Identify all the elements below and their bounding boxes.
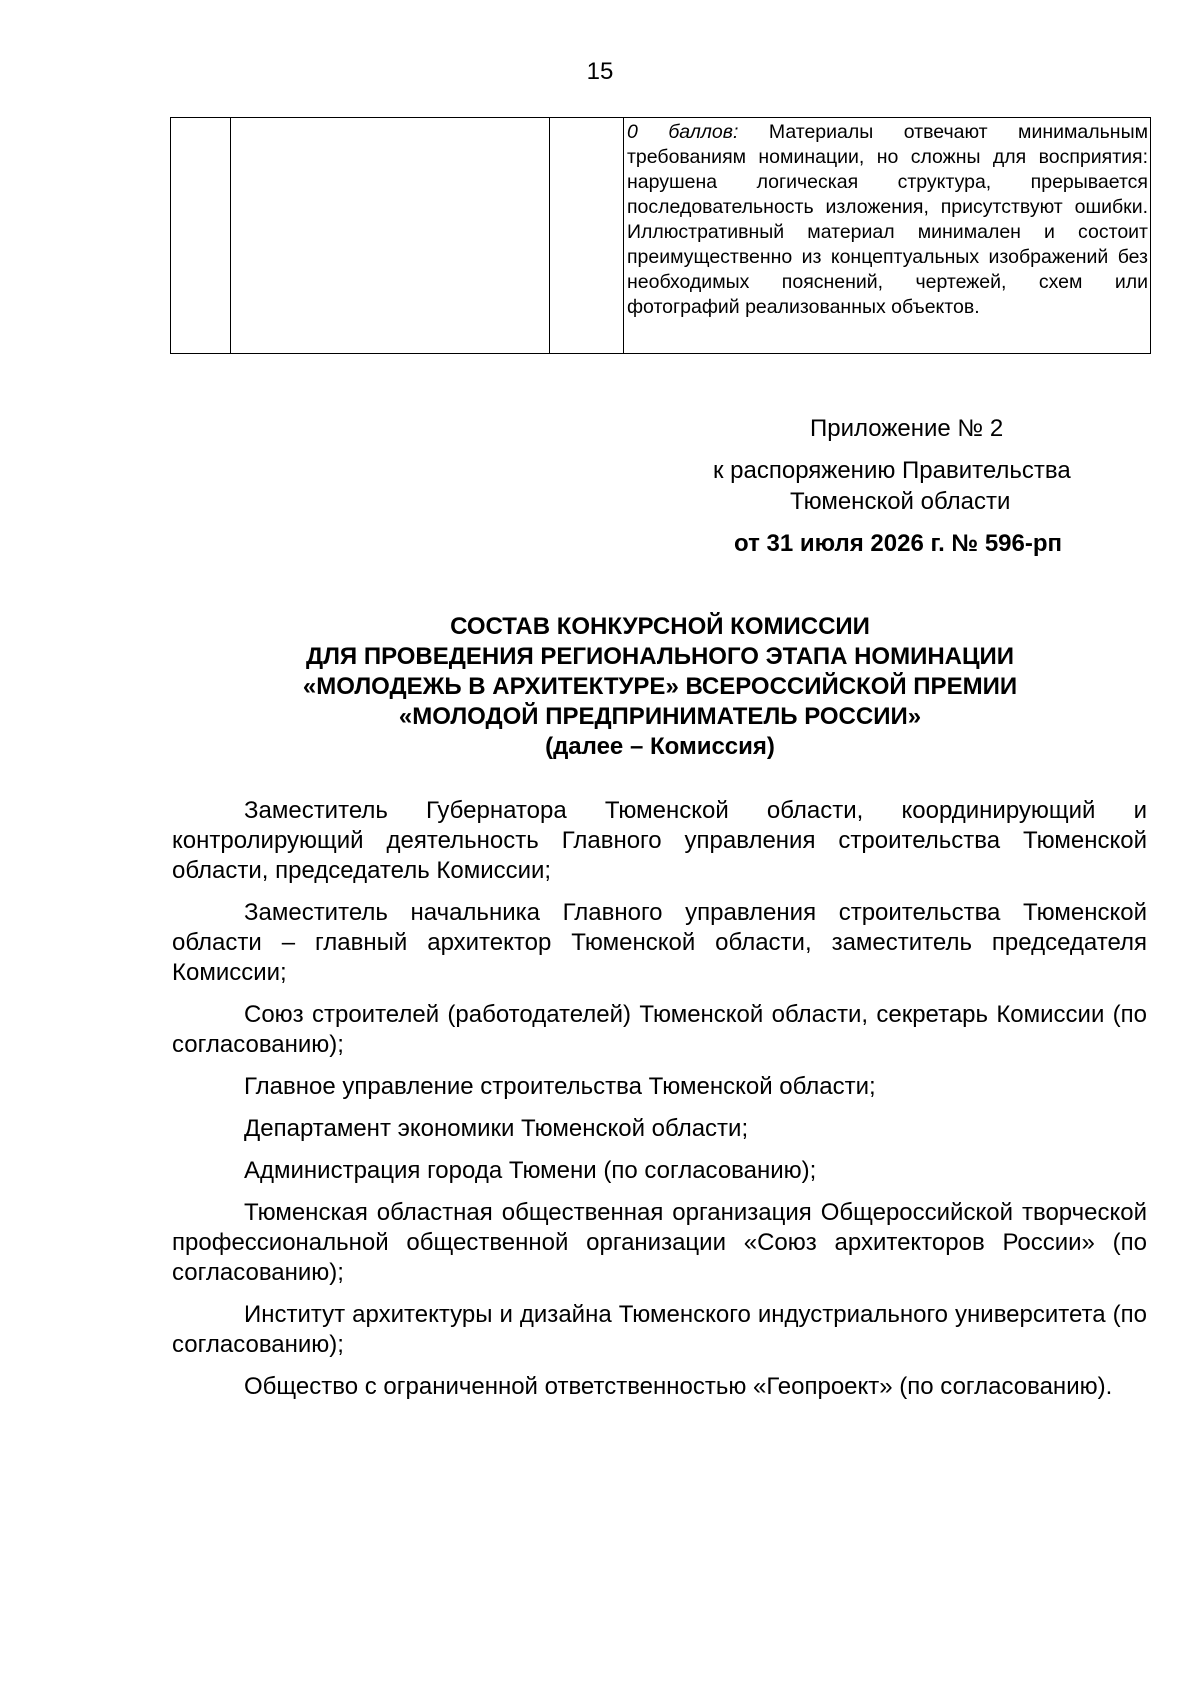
commission-members-list bbox=[172, 796, 1147, 1414]
heading-line: «МОЛОДОЙ ПРЕДПРИНИМАТЕЛЬ РОССИИ» bbox=[398, 703, 922, 730]
list-item: Главное управление строительства Тюменской области; bbox=[244, 1073, 876, 1100]
list-item: Администрация города Тюмени (по согласованию); bbox=[244, 1157, 817, 1184]
document-heading bbox=[170, 612, 1150, 762]
list-item: Институт архитектуры и дизайна Тюменского индустриального университета (по согласованию); bbox=[172, 1301, 1147, 1358]
criteria-table bbox=[170, 117, 1151, 354]
table-cell-number bbox=[171, 118, 231, 354]
appendix-to-order: к распоряжению Правительства bbox=[713, 457, 1071, 484]
list-item: Общество с ограниченной ответственностью «Геопроект» (по согласованию). bbox=[244, 1373, 1113, 1400]
heading-line: СОСТАВ КОНКУРСНОЙ КОМИССИИ bbox=[450, 613, 870, 640]
list-item: Заместитель Губернатора Тюменской области, координирующий и контролирующий деятельность Главного управления строительства Тюменской области, председатель Комиссии; bbox=[172, 797, 1147, 884]
table-cell-score bbox=[550, 118, 624, 354]
table-cell-description bbox=[624, 118, 1151, 354]
appendix-organization: Тюменской области bbox=[790, 488, 1011, 515]
list-item: Департамент экономики Тюменской области; bbox=[244, 1115, 749, 1142]
heading-line: ДЛЯ ПРОВЕДЕНИЯ РЕГИОНАЛЬНОГО ЭТАПА НОМИНАЦИИ bbox=[305, 643, 1015, 670]
appendix-date-number: от 31 июля 2026 г. № 596-рп bbox=[734, 530, 1063, 557]
heading-line: (далее – Комиссия) bbox=[545, 733, 775, 760]
page-number: 15 bbox=[586, 58, 614, 85]
appendix-title: Приложение № 2 bbox=[810, 415, 1004, 442]
list-item: Тюменская областная общественная организация Общероссийской творческой профессиональной общественной организации «Союз архитекторов России» (по согласованию); bbox=[172, 1199, 1147, 1286]
table-cell-criterion bbox=[231, 118, 550, 354]
table-row bbox=[171, 118, 1151, 354]
heading-line: «МОЛОДЕЖЬ В АРХИТЕКТУРЕ» ВСЕРОССИЙСКОЙ ПРЕМИИ bbox=[302, 673, 1018, 700]
score-label: 0 баллов: bbox=[627, 121, 739, 143]
score-description: Материалы отвечают минимальным требованиям номинации, но сложны для восприятия: нарушена логическая структура, прерывается последовательность изложения, присутствуют ошибки. Иллюстративный материал минимален и состоит преимущественно из концептуальных изображений без необходимых пояснений, чертежей, схем или фотографий реализованных объектов. bbox=[627, 121, 1148, 318]
list-item: Союз строителей (работодателей) Тюменской области, секретарь Комиссии (по согласованию); bbox=[172, 1001, 1147, 1058]
list-item: Заместитель начальника Главного управления строительства Тюменской области – главный архитектор Тюменской области, заместитель председателя Комиссии; bbox=[172, 899, 1147, 986]
